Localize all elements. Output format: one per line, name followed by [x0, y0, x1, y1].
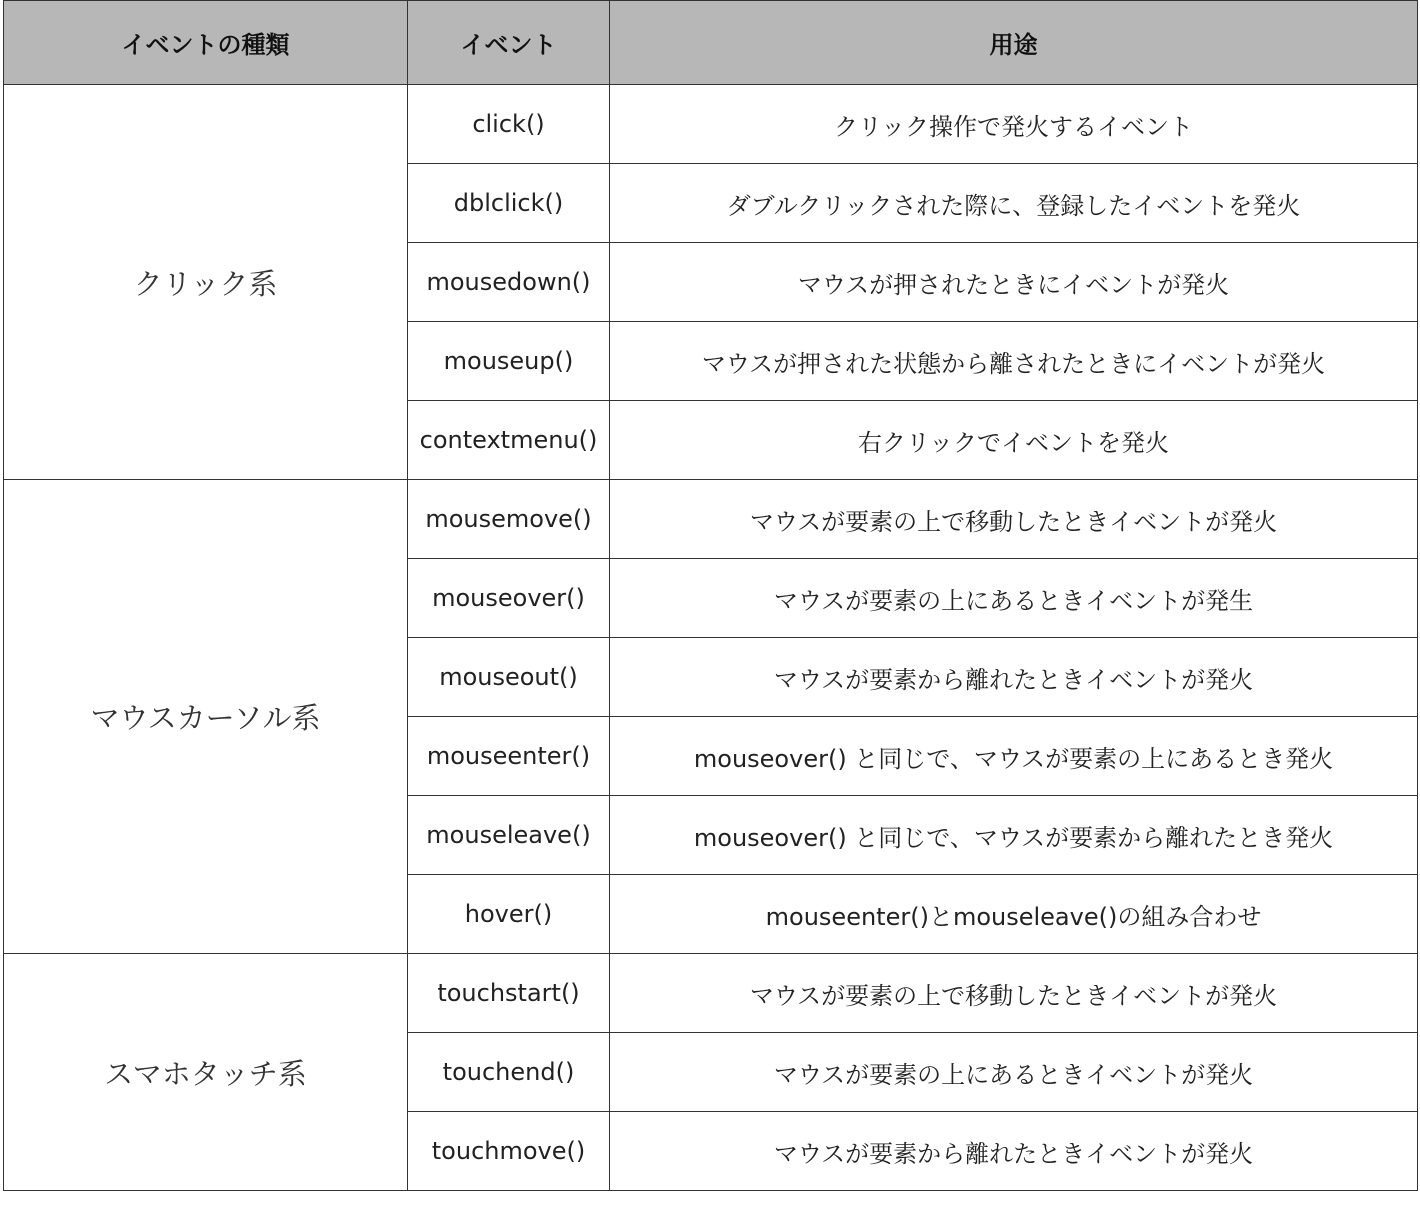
event-table — [3, 0, 1418, 1191]
usage-cell: ダブルクリックされた際に、登録したイベントを発火 — [610, 164, 1418, 243]
header-event: イベント — [408, 1, 610, 85]
table-header — [4, 1, 1418, 85]
event-cell: mousemove() — [408, 480, 610, 559]
event-cell: mouseup() — [408, 322, 610, 401]
usage-cell: マウスが要素の上にあるときイベントが発火 — [610, 1033, 1418, 1112]
usage-cell: マウスが要素から離れたときイベントが発火 — [610, 638, 1418, 717]
usage-cell: mouseover() と同じで、マウスが要素の上にあるとき発火 — [610, 717, 1418, 796]
usage-cell: マウスが要素の上で移動したときイベントが発火 — [610, 480, 1418, 559]
usage-cell: クリック操作で発火するイベント — [610, 85, 1418, 164]
header-row — [4, 1, 1418, 85]
usage-cell: 右クリックでイベントを発火 — [610, 401, 1418, 480]
event-cell: mousedown() — [408, 243, 610, 322]
event-cell: contextmenu() — [408, 401, 610, 480]
event-cell: hover() — [408, 875, 610, 954]
event-cell: mouseleave() — [408, 796, 610, 875]
usage-cell: マウスが要素から離れたときイベントが発火 — [610, 1112, 1418, 1191]
event-cell: dblclick() — [408, 164, 610, 243]
event-cell: mouseout() — [408, 638, 610, 717]
event-cell: touchend() — [408, 1033, 610, 1112]
event-cell: click() — [408, 85, 610, 164]
usage-cell: マウスが押されたときにイベントが発火 — [610, 243, 1418, 322]
table-row — [4, 85, 1418, 164]
usage-cell: mouseenter()とmouseleave()の組み合わせ — [610, 875, 1418, 954]
category-cell: マウスカーソル系 — [4, 480, 408, 954]
usage-cell: mouseover() と同じで、マウスが要素から離れたとき発火 — [610, 796, 1418, 875]
event-cell: mouseover() — [408, 559, 610, 638]
table-body — [4, 85, 1418, 1191]
header-category: イベントの種類 — [4, 1, 408, 85]
table-row — [4, 480, 1418, 559]
usage-cell: マウスが押された状態から離されたときにイベントが発火 — [610, 322, 1418, 401]
table-row — [4, 954, 1418, 1033]
event-cell: touchmove() — [408, 1112, 610, 1191]
event-cell: touchstart() — [408, 954, 610, 1033]
header-usage: 用途 — [610, 1, 1418, 85]
usage-cell: マウスが要素の上にあるときイベントが発生 — [610, 559, 1418, 638]
event-cell: mouseenter() — [408, 717, 610, 796]
category-cell: クリック系 — [4, 85, 408, 480]
usage-cell: マウスが要素の上で移動したときイベントが発火 — [610, 954, 1418, 1033]
category-cell: スマホタッチ系 — [4, 954, 408, 1191]
